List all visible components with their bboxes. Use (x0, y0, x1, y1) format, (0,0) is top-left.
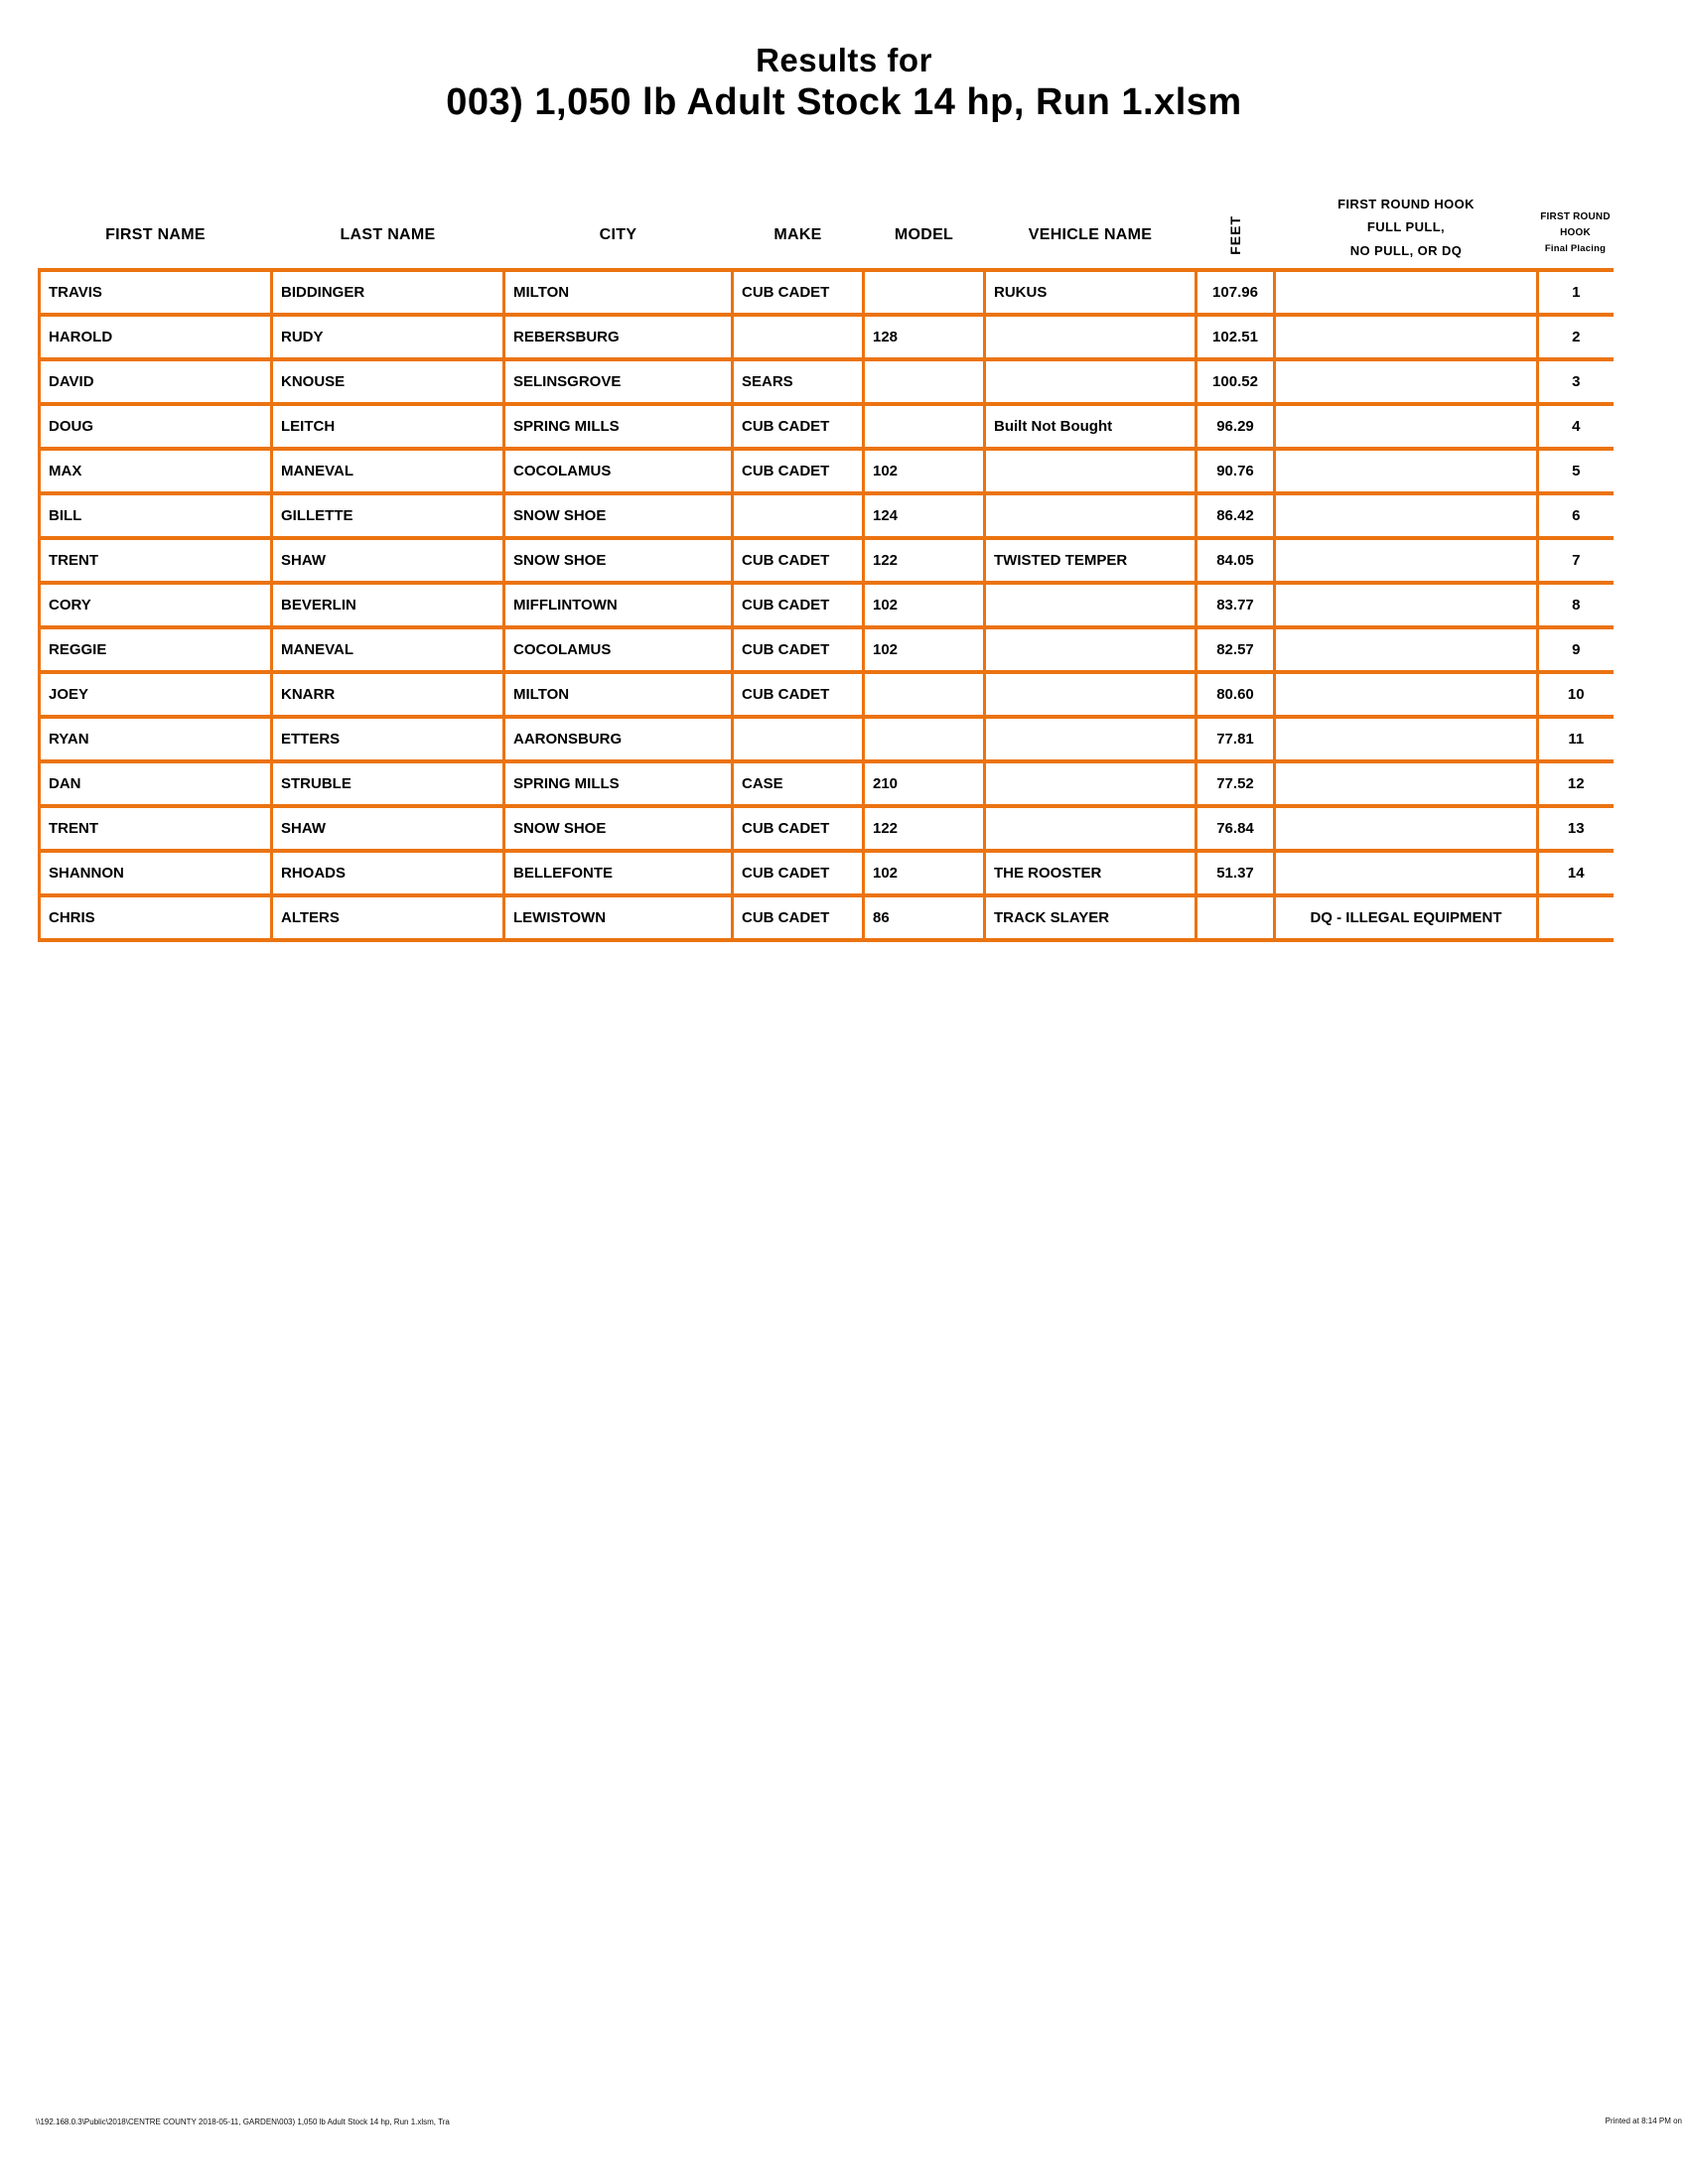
cell-first-round-hook-placing: 8 (1538, 583, 1614, 627)
cell-first-round-hook-placing: 3 (1538, 359, 1614, 404)
cell-first-round-hook-placing (1538, 895, 1614, 940)
cell-vehicle-name: RUKUS (985, 270, 1196, 315)
table-row (40, 449, 1614, 493)
cell-feet: 77.52 (1196, 761, 1275, 806)
cell-feet: 107.96 (1196, 270, 1275, 315)
cell-first-name: SHANNON (40, 851, 272, 895)
cell-first-round-hook-placing: 2 (1538, 315, 1614, 359)
cell-make: CUB CADET (733, 404, 864, 449)
hook-result-header-line1: FIRST ROUND HOOK (1337, 196, 1475, 211)
table-row (40, 895, 1614, 940)
cell-first-round-hook-result (1275, 404, 1538, 449)
cell-make: CUB CADET (733, 270, 864, 315)
cell-first-round-hook-result (1275, 761, 1538, 806)
table-row (40, 270, 1614, 315)
cell-make (733, 493, 864, 538)
cell-make: CUB CADET (733, 806, 864, 851)
cell-first-name: BILL (40, 493, 272, 538)
footer-file-path: \\192.168.0.3\Public\2018\CENTRE COUNTY 2018-05-11, GARDEN\003) 1,050 lb Adult Stock 14 hp, Run 1.xlsm, Tra (36, 2117, 450, 2126)
cell-last-name: LEITCH (272, 404, 504, 449)
cell-last-name: KNARR (272, 672, 504, 717)
cell-city: SPRING MILLS (504, 404, 733, 449)
cell-vehicle-name (985, 627, 1196, 672)
cell-city: SNOW SHOE (504, 493, 733, 538)
cell-last-name: MANEVAL (272, 449, 504, 493)
table-header-row (40, 167, 1614, 270)
cell-make: CUB CADET (733, 851, 864, 895)
cell-first-round-hook-placing: 13 (1538, 806, 1614, 851)
column-header-make: MAKE (774, 226, 822, 243)
cell-make: CUB CADET (733, 895, 864, 940)
feet-rotated-label: FEET (1227, 215, 1243, 255)
cell-model: 128 (864, 315, 985, 359)
cell-last-name: SHAW (272, 538, 504, 583)
table-row (40, 672, 1614, 717)
cell-make (733, 315, 864, 359)
cell-vehicle-name (985, 315, 1196, 359)
results-table (38, 167, 1614, 942)
cell-make: CASE (733, 761, 864, 806)
cell-city: MILTON (504, 672, 733, 717)
cell-first-round-hook-placing: 14 (1538, 851, 1614, 895)
results-table-body (40, 270, 1614, 940)
table-row (40, 315, 1614, 359)
cell-model: 124 (864, 493, 985, 538)
cell-first-name: TRENT (40, 538, 272, 583)
cell-first-round-hook-result (1275, 538, 1538, 583)
cell-model (864, 672, 985, 717)
cell-first-name: RYAN (40, 717, 272, 761)
cell-first-round-hook-result (1275, 672, 1538, 717)
cell-make: SEARS (733, 359, 864, 404)
table-row (40, 359, 1614, 404)
column-header-first-round-hook-placing (1538, 167, 1614, 270)
cell-city: BELLEFONTE (504, 851, 733, 895)
cell-model: 102 (864, 851, 985, 895)
cell-city: MIFFLINTOWN (504, 583, 733, 627)
cell-vehicle-name (985, 449, 1196, 493)
cell-last-name: ALTERS (272, 895, 504, 940)
cell-last-name: BEVERLIN (272, 583, 504, 627)
cell-first-name: DAN (40, 761, 272, 806)
cell-vehicle-name: THE ROOSTER (985, 851, 1196, 895)
cell-first-name: DAVID (40, 359, 272, 404)
cell-model: 102 (864, 449, 985, 493)
hook-placing-header-line1: FIRST ROUND (1540, 210, 1611, 222)
cell-first-round-hook-result (1275, 717, 1538, 761)
cell-vehicle-name (985, 583, 1196, 627)
cell-first-round-hook-placing: 6 (1538, 493, 1614, 538)
cell-feet: 90.76 (1196, 449, 1275, 493)
cell-feet: 82.57 (1196, 627, 1275, 672)
cell-first-round-hook-result (1275, 493, 1538, 538)
cell-first-round-hook-result (1275, 851, 1538, 895)
cell-feet: 80.60 (1196, 672, 1275, 717)
cell-vehicle-name (985, 761, 1196, 806)
cell-first-name: TRENT (40, 806, 272, 851)
hook-placing-header-line2: HOOK (1560, 226, 1591, 238)
cell-city: COCOLAMUS (504, 449, 733, 493)
cell-vehicle-name: TRACK SLAYER (985, 895, 1196, 940)
column-header-city: CITY (599, 226, 637, 243)
cell-vehicle-name (985, 806, 1196, 851)
cell-city: AARONSBURG (504, 717, 733, 761)
column-header-feet (1196, 167, 1275, 270)
column-header-model: MODEL (894, 226, 954, 243)
cell-feet: 77.81 (1196, 717, 1275, 761)
cell-first-round-hook-placing: 5 (1538, 449, 1614, 493)
cell-first-name: JOEY (40, 672, 272, 717)
cell-first-round-hook-result: DQ - ILLEGAL EQUIPMENT (1275, 895, 1538, 940)
cell-last-name: RHOADS (272, 851, 504, 895)
cell-first-round-hook-result (1275, 315, 1538, 359)
cell-make: CUB CADET (733, 583, 864, 627)
cell-model (864, 359, 985, 404)
cell-first-round-hook-placing: 12 (1538, 761, 1614, 806)
cell-city: REBERSBURG (504, 315, 733, 359)
table-row (40, 583, 1614, 627)
cell-make (733, 717, 864, 761)
column-header-first-round-hook-result (1275, 167, 1538, 270)
cell-model: 102 (864, 627, 985, 672)
column-header-vehicle-name: VEHICLE NAME (1028, 226, 1153, 243)
table-row (40, 806, 1614, 851)
cell-make: CUB CADET (733, 538, 864, 583)
page-title-line1: Results for (756, 42, 932, 78)
cell-last-name: SHAW (272, 806, 504, 851)
cell-city: COCOLAMUS (504, 627, 733, 672)
cell-first-round-hook-placing: 1 (1538, 270, 1614, 315)
cell-last-name: ETTERS (272, 717, 504, 761)
cell-model: 122 (864, 538, 985, 583)
page-title-line2: 003) 1,050 lb Adult Stock 14 hp, Run 1.xlsm (446, 81, 1242, 123)
cell-city: SPRING MILLS (504, 761, 733, 806)
hook-result-header-line2: FULL PULL, (1366, 219, 1446, 235)
cell-feet: 96.29 (1196, 404, 1275, 449)
cell-first-name: CHRIS (40, 895, 272, 940)
column-header-last-name: LAST NAME (340, 226, 436, 243)
cell-city: SNOW SHOE (504, 538, 733, 583)
cell-first-name: TRAVIS (40, 270, 272, 315)
table-row (40, 717, 1614, 761)
cell-first-name: MAX (40, 449, 272, 493)
cell-make: CUB CADET (733, 449, 864, 493)
cell-last-name: GILLETTE (272, 493, 504, 538)
cell-last-name: MANEVAL (272, 627, 504, 672)
cell-first-round-hook-placing: 10 (1538, 672, 1614, 717)
hook-placing-header-line3: Final Placing (1544, 242, 1607, 254)
cell-city: SNOW SHOE (504, 806, 733, 851)
cell-model: 102 (864, 583, 985, 627)
cell-make: CUB CADET (733, 672, 864, 717)
cell-last-name: KNOUSE (272, 359, 504, 404)
cell-feet: 84.05 (1196, 538, 1275, 583)
cell-city: LEWISTOWN (504, 895, 733, 940)
table-row (40, 761, 1614, 806)
cell-first-round-hook-result (1275, 806, 1538, 851)
footer-printed-timestamp: Printed at 8:14 PM on (1605, 2116, 1682, 2125)
cell-feet: 100.52 (1196, 359, 1275, 404)
cell-feet: 86.42 (1196, 493, 1275, 538)
table-row (40, 493, 1614, 538)
column-header-first-name: FIRST NAME (105, 226, 206, 243)
cell-model (864, 270, 985, 315)
cell-last-name: RUDY (272, 315, 504, 359)
cell-model (864, 404, 985, 449)
cell-feet: 83.77 (1196, 583, 1275, 627)
table-row (40, 627, 1614, 672)
cell-make: CUB CADET (733, 627, 864, 672)
cell-first-round-hook-result (1275, 449, 1538, 493)
cell-vehicle-name: TWISTED TEMPER (985, 538, 1196, 583)
table-row (40, 851, 1614, 895)
cell-model: 86 (864, 895, 985, 940)
cell-vehicle-name (985, 672, 1196, 717)
cell-feet: 76.84 (1196, 806, 1275, 851)
cell-vehicle-name (985, 717, 1196, 761)
cell-city: SELINSGROVE (504, 359, 733, 404)
cell-feet: 51.37 (1196, 851, 1275, 895)
cell-model: 210 (864, 761, 985, 806)
table-row (40, 538, 1614, 583)
cell-vehicle-name: Built Not Bought (985, 404, 1196, 449)
cell-feet (1196, 895, 1275, 940)
cell-first-round-hook-placing: 11 (1538, 717, 1614, 761)
table-row (40, 404, 1614, 449)
cell-city: MILTON (504, 270, 733, 315)
cell-first-round-hook-placing: 4 (1538, 404, 1614, 449)
cell-last-name: STRUBLE (272, 761, 504, 806)
cell-first-name: CORY (40, 583, 272, 627)
cell-first-round-hook-result (1275, 627, 1538, 672)
cell-first-name: HAROLD (40, 315, 272, 359)
hook-result-header-line3: NO PULL, OR DQ (1349, 242, 1463, 258)
cell-first-round-hook-placing: 9 (1538, 627, 1614, 672)
cell-last-name: BIDDINGER (272, 270, 504, 315)
cell-model: 122 (864, 806, 985, 851)
cell-feet: 102.51 (1196, 315, 1275, 359)
cell-model (864, 717, 985, 761)
cell-vehicle-name (985, 493, 1196, 538)
cell-first-name: DOUG (40, 404, 272, 449)
cell-first-round-hook-result (1275, 583, 1538, 627)
cell-first-round-hook-result (1275, 270, 1538, 315)
cell-first-round-hook-placing: 7 (1538, 538, 1614, 583)
cell-vehicle-name (985, 359, 1196, 404)
cell-first-round-hook-result (1275, 359, 1538, 404)
cell-first-name: REGGIE (40, 627, 272, 672)
